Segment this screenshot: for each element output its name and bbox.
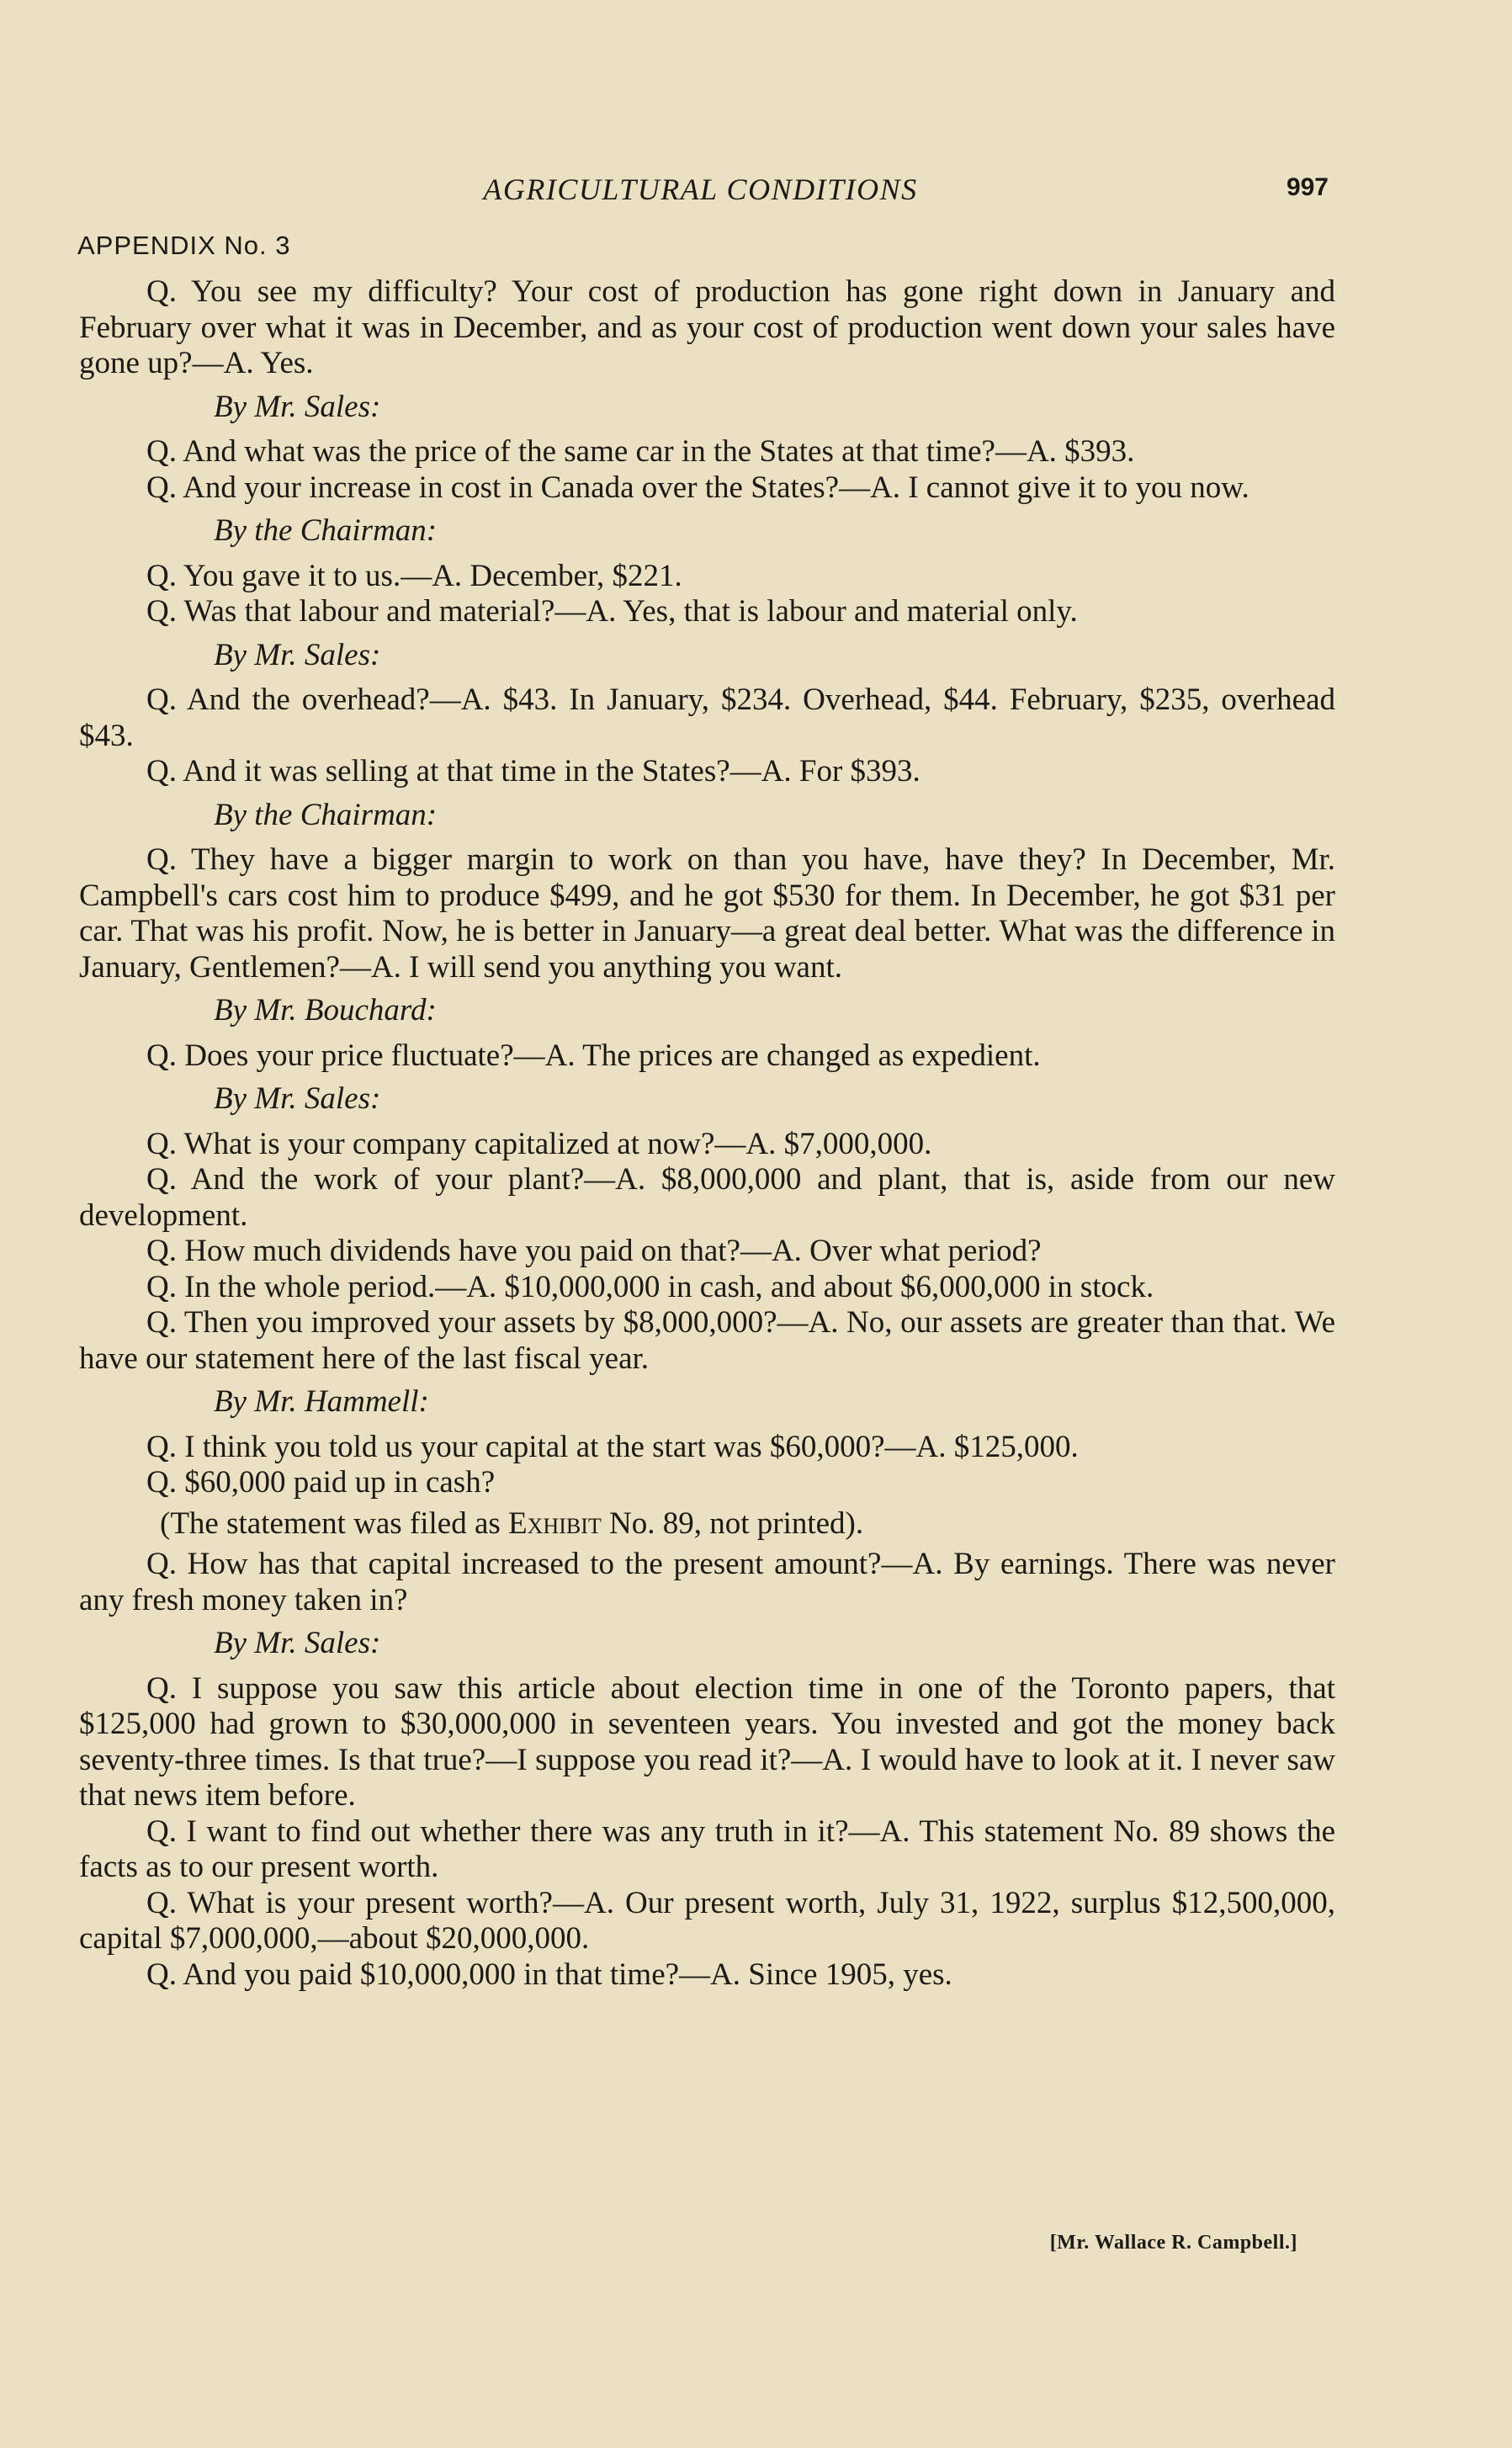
qa-paragraph: Q. Then you improved your assets by $8,000,000?—A. No, our assets are greater than that. We have our statement here of the last fiscal year. xyxy=(79,1305,1335,1376)
qa-paragraph: Q. And what was the price of the same car in the States at that time?—A. $393. xyxy=(146,434,1135,469)
speaker-heading: By Mr. Sales: xyxy=(214,637,381,672)
qa-paragraph: Q. Was that labour and material?—A. Yes, that is labour and material only. xyxy=(146,594,1078,629)
qa-paragraph: Q. I want to find out whether there was any truth in it?—A. This statement No. 89 shows the facts as to our present worth. xyxy=(79,1813,1335,1884)
speaker-heading: By Mr. Sales: xyxy=(214,1081,381,1116)
qa-paragraph: Q. What is your present worth?—A. Our present worth, July 31, 1922, surplus $12,500,000, capital $7,000,000,—about $20,000,000. xyxy=(79,1885,1335,1956)
speaker-heading: By Mr. Bouchard: xyxy=(214,993,437,1028)
qa-paragraph: Q. And it was selling at that time in the States?—A. For $393. xyxy=(146,754,920,789)
speaker-heading: By Mr. Sales: xyxy=(214,389,381,424)
qa-paragraph: Q. And the overhead?—A. $43. In January, $234. Overhead, $44. February, $235, overhead $43. xyxy=(79,682,1335,753)
speaker-heading: By the Chairman: xyxy=(214,513,438,548)
qa-paragraph: Q. You see my difficulty? Your cost of production has gone right down in January and February over what it was in December, and as your cost of production went down your sales have gone up?—A. Yes. xyxy=(79,274,1335,380)
qa-paragraph: Q. And you paid $10,000,000 in that time?—A. Since 1905, yes. xyxy=(146,1957,952,1992)
qa-paragraph: Q. How much dividends have you paid on that?—A. Over what period? xyxy=(146,1234,1042,1268)
qa-paragraph: Q. You gave it to us.—A. December, $221. xyxy=(146,558,682,593)
qa-paragraph: Q. How has that capital increased to the present amount?—A. By earnings. There was never any fresh money taken in? xyxy=(79,1547,1335,1617)
testimony-body xyxy=(79,274,1335,1993)
qa-paragraph: Q. $60,000 paid up in cash? xyxy=(146,1465,496,1500)
exhibit-note-text: No. 89, not printed). xyxy=(601,1505,864,1541)
appendix-label: APPENDIX No. 3 xyxy=(77,231,291,260)
qa-paragraph: Q. I suppose you saw this article about election time in one of the Toronto papers, that $125,000 had grown to $30,000,000 in seventeen years. You invested and got the money back seventy-three times. Is that true?—I suppose you read it?—A. I would have to look at it. I never saw that news item before. xyxy=(79,1670,1335,1813)
witness-signature: [Mr. Wallace R. Campbell.] xyxy=(1049,2232,1297,2254)
qa-paragraph: Q. I think you told us your capital at the start was $60,000?—A. $125,000. xyxy=(146,1429,1079,1464)
qa-paragraph: Q. They have a bigger margin to work on than you have, have they? In December, Mr. Campbell's cars cost him to produce $499, and he got $530 for them. In December, he got $31 per car. That was his profit. Now, he is better in January—a great deal better. What was the difference in January, Gentlemen?—A. I will send you anything you want. xyxy=(79,842,1335,985)
page-number: 997 xyxy=(1286,173,1329,201)
qa-paragraph: Q. What is your company capitalized at now?—A. $7,000,000. xyxy=(146,1126,932,1161)
page-title: AGRICULTURAL CONDITIONS xyxy=(483,173,918,206)
qa-paragraph: Q. And your increase in cost in Canada over the States?—A. I cannot give it to you now. xyxy=(146,470,1249,505)
qa-paragraph: Q. And the work of your plant?—A. $8,000,000 and plant, that is, aside from our new development. xyxy=(79,1162,1335,1233)
running-head xyxy=(0,172,1512,214)
exhibit-label: Exhibit xyxy=(508,1505,602,1541)
speaker-heading: By Mr. Hammell: xyxy=(214,1384,429,1419)
qa-paragraph: Q. In the whole period.—A. $10,000,000 in cash, and about $6,000,000 in stock. xyxy=(146,1269,1154,1304)
exhibit-note-text: (The statement was filed as xyxy=(160,1505,509,1541)
qa-paragraph: Q. Does your price fluctuate?—A. The prices are changed as expedient. xyxy=(146,1038,1041,1073)
exhibit-note xyxy=(79,1506,1335,1543)
speaker-heading: By Mr. Sales: xyxy=(214,1626,381,1660)
speaker-heading: By the Chairman: xyxy=(214,797,438,832)
